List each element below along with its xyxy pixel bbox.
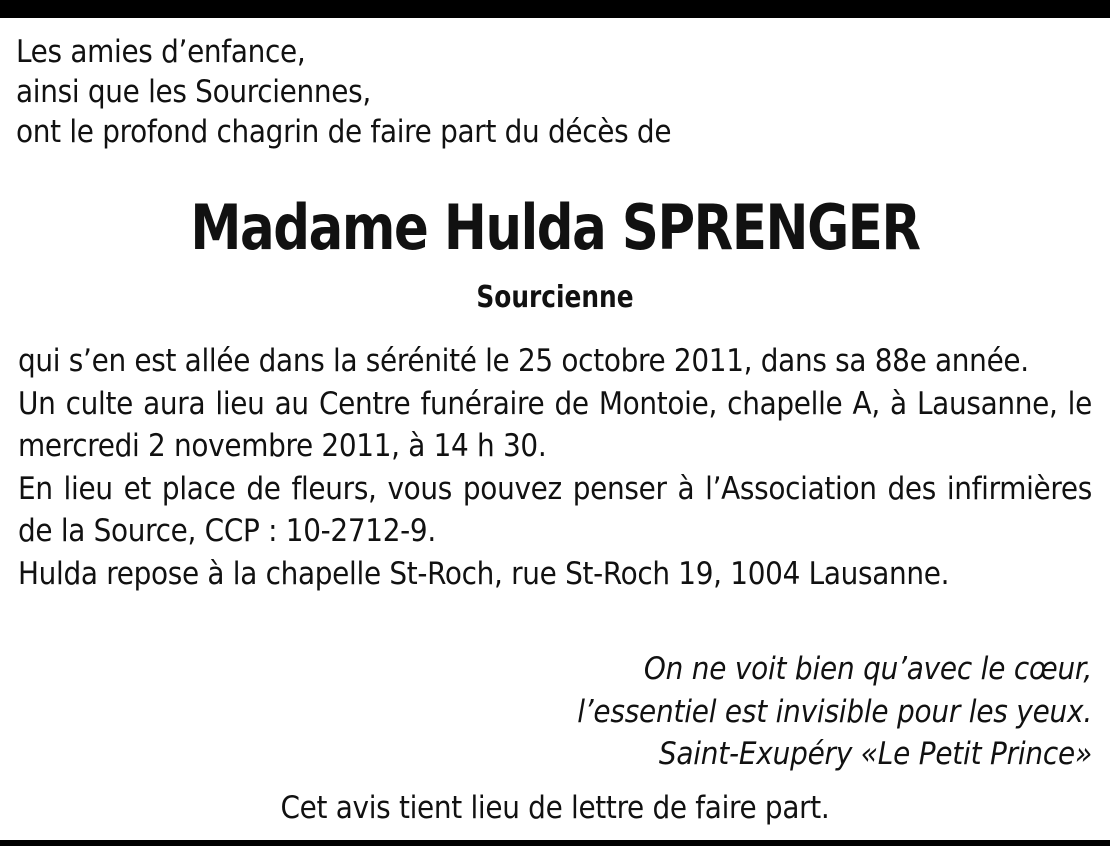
footer-note: Cet avis tient lieu de lettre de faire part. [280,790,830,826]
intro-line: Les amies d’enfance, [16,34,306,70]
quote-line: l’essentiel est invisible pour les yeux. [577,693,1092,730]
deceased-subtitle: Sourcienne [476,280,634,315]
quote-line: On ne voit bien qu’avec le cœur, [643,651,1092,687]
intro-block [16,32,671,152]
announcement-body [18,340,1092,595]
deceased-name: Madame Hulda SPRENGER [190,191,920,264]
bottom-border-rule [0,840,1110,846]
intro-line: ont le profond chagrin de faire part du décès de [16,114,672,150]
body-paragraph: Hulda repose à la chapelle St-Roch, rue St-Roch 19, 1004 Lausanne. [18,555,950,592]
intro-line: ainsi que les Sourciennes, [16,74,371,110]
top-border-rule [0,0,1110,18]
body-paragraph: En lieu et place de fleurs, vous pouvez penser à l’Association des infirmières de la Source, CCP : 10-2712-9. [18,470,1092,549]
quote-attribution: Saint-Exupéry «Le Petit Prince» [658,736,1092,772]
body-paragraph: Un culte aura lieu au Centre funéraire de Montoie, chapelle A, à Lausanne, le mercredi 2 novembre 2011, à 14 h 30. [18,385,1092,464]
quote-block [577,648,1092,776]
body-paragraph: qui s’en est allée dans la sérénité le 25 octobre 2011, dans sa 88e année. [18,343,1029,379]
